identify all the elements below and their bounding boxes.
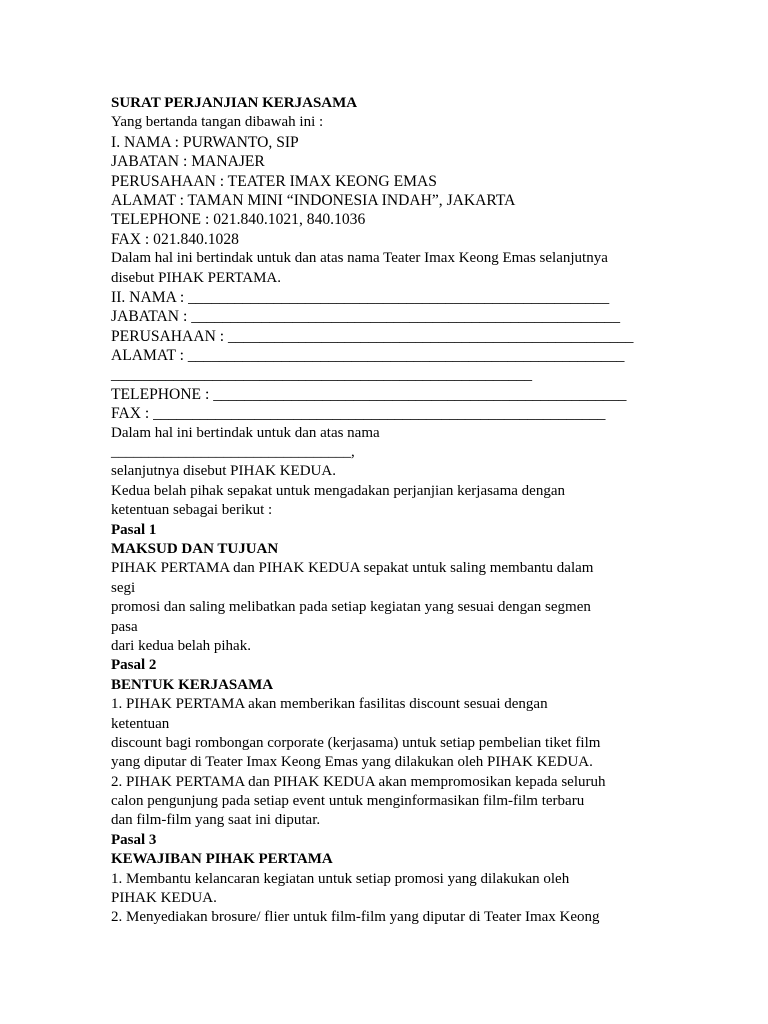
document-line: Kedua belah pihak sepakat untuk mengadakan perjanjian kerjasama dengan bbox=[111, 482, 565, 499]
section-heading: KEWAJIBAN PIHAK PERTAMA bbox=[111, 851, 333, 868]
document-line: dan film-film yang saat ini diputar. bbox=[111, 812, 321, 829]
section-heading: MAKSUD DAN TUJUAN bbox=[111, 540, 279, 557]
section-heading: SURAT PERJANJIAN KERJASAMA bbox=[111, 95, 358, 111]
document-line: FAX : __________________________________________________________ bbox=[111, 405, 606, 423]
document-line: 1. Membantu kelancaran kegiatan untuk setiap promosi yang dilakukan oleh bbox=[111, 870, 570, 887]
document-line: 2. Menyediakan brosure/ flier untuk film-film yang diputar di Teater Imax Keong bbox=[111, 909, 600, 926]
document-line: pasa bbox=[111, 618, 138, 635]
document-line: Yang bertanda tangan dibawah ini : bbox=[111, 114, 324, 131]
section-heading: Pasal 3 bbox=[111, 831, 157, 848]
document-line: TELEPHONE : 021.840.1021, 840.1036 bbox=[111, 211, 366, 229]
document-line: PIHAK PERTAMA dan PIHAK KEDUA sepakat untuk saling membantu dalam bbox=[111, 560, 594, 577]
document-line: JABATAN : _______________________________________________________ bbox=[111, 308, 621, 326]
document-line: ALAMAT : ________________________________________________________ bbox=[111, 347, 625, 365]
document-line: disebut PIHAK PERTAMA. bbox=[111, 269, 281, 286]
document-line: discount bagi rombongan corporate (kerjasama) untuk setiap pembelian tiket film bbox=[111, 734, 601, 751]
document-line: calon pengunjung pada setiap event untuk menginformasikan film-film terbaru bbox=[111, 793, 585, 810]
document-line: PIHAK KEDUA. bbox=[111, 890, 217, 907]
document-line: selanjutnya disebut PIHAK KEDUA. bbox=[111, 463, 336, 480]
document-line: II. NAMA : ______________________________________________________ bbox=[111, 288, 610, 306]
document-line: FAX : 021.840.1028 bbox=[111, 230, 239, 248]
document-line: Dalam hal ini bertindak untuk dan atas nama bbox=[111, 424, 380, 441]
section-heading: Pasal 2 bbox=[111, 657, 157, 674]
document-line: segi bbox=[111, 579, 136, 596]
document-line: 1. PIHAK PERTAMA akan memberikan fasilitas discount sesuai dengan bbox=[111, 696, 548, 713]
document-line: ______________________________________________________ bbox=[111, 366, 533, 384]
document-line: PERUSAHAAN : TEATER IMAX KEONG EMAS bbox=[111, 172, 437, 190]
document-line: promosi dan saling melibatkan pada setiap kegiatan yang sesuai dengan segmen bbox=[111, 599, 591, 616]
section-heading: Pasal 1 bbox=[111, 521, 157, 538]
document-line: 2. PIHAK PERTAMA dan PIHAK KEDUA akan mempromosikan kepada seluruh bbox=[111, 773, 606, 790]
document-line: dari kedua belah pihak. bbox=[111, 637, 251, 654]
document-line: ketentuan sebagai berikut : bbox=[111, 502, 273, 519]
document-line: ketentuan bbox=[111, 715, 170, 732]
document-line: Dalam hal ini bertindak untuk dan atas nama Teater Imax Keong Emas selanjutnya bbox=[111, 250, 608, 267]
document-line: TELEPHONE : _____________________________________________________ bbox=[111, 385, 627, 403]
section-heading: BENTUK KERJASAMA bbox=[111, 676, 274, 693]
document-line: I. NAMA : PURWANTO, SIP bbox=[111, 133, 299, 151]
document-line: ________________________________, bbox=[111, 444, 355, 461]
document-line: PERUSAHAAN : ____________________________________________________ bbox=[111, 327, 634, 345]
document-body bbox=[111, 94, 671, 928]
document-line: yang diputar di Teater Imax Keong Emas yang dilakukan oleh PIHAK KEDUA. bbox=[111, 754, 593, 771]
document-line: JABATAN : MANAJER bbox=[111, 153, 265, 171]
document-line: ALAMAT : TAMAN MINI “INDONESIA INDAH”, JAKARTA bbox=[111, 191, 516, 209]
